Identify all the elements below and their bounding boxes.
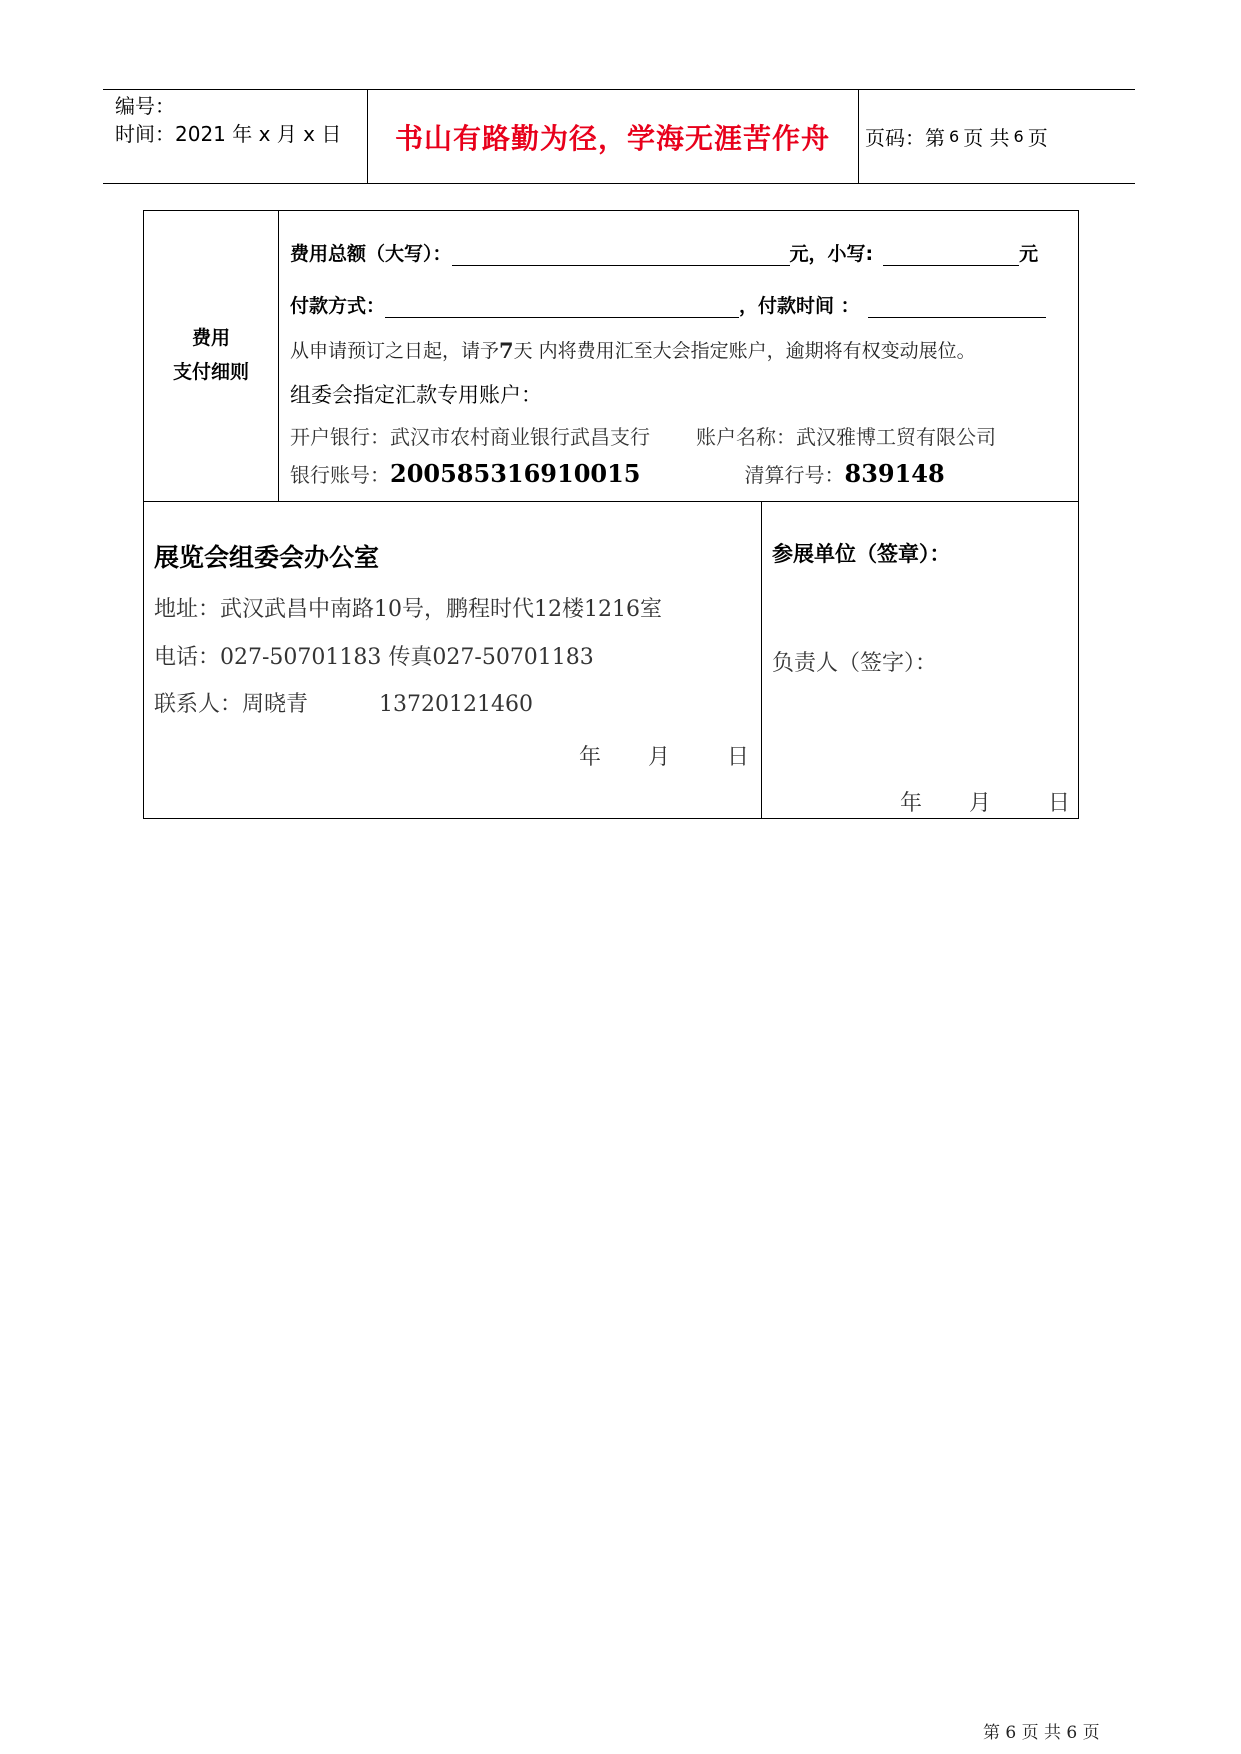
exhibitor-date [900,786,1070,817]
deadline-note [290,336,1068,363]
total-amount-row [290,239,1068,266]
clearing-number-label: 清算行号： [744,463,845,487]
yuan-label: 元 [1019,243,1039,265]
office-date-year: 年 [579,745,602,770]
total-amount-uppercase-field[interactable] [452,241,790,266]
header-motto: 书山有路勤为径，学海无涯苦作舟 [394,121,830,155]
page-prefix: 页码：第 [865,126,945,150]
page-current: 6 [949,127,960,146]
account-number: 200585316910015 [390,459,641,488]
exhibitor-date-month: 月 [969,791,992,816]
total-amount-digits-field[interactable] [883,241,1019,266]
payment-method-label: 付款方式： [290,295,386,317]
page-mid: 页 共 [963,126,1010,150]
document-number-label: 编号： [115,94,175,118]
office-date-day: 日 [727,745,750,770]
page-footer: 第 6 页 共 6 页 [983,1723,1100,1743]
total-amount-label: 费用总额（大写）： [290,243,452,265]
payment-time-label: ，付款时间 ： [739,295,860,317]
exhibitor-date-year: 年 [900,791,923,816]
account-number-label: 银行账号： [290,463,390,487]
account-number-row [290,459,1068,488]
account-heading: 组委会指定汇款专用账户： [290,383,542,407]
deadline-days: 7 [499,338,514,363]
deadline-note-pre: 从申请预订之日起，请予 [290,340,500,362]
contact-phone: 13720121460 [379,692,533,717]
office-date [579,740,749,771]
page-total: 6 [1013,127,1024,146]
fee-section-label [144,321,278,389]
signature-table [143,501,1079,819]
fee-label-line-1: 费用 [191,327,230,349]
clearing-number: 839148 [844,459,945,488]
exhibitor-date-day: 日 [1048,791,1071,816]
office-phone-fax: 电话：027-50701183 传真027-50701183 [154,645,594,670]
account-name: 账户名称：武汉雅博工贸有限公司 [696,425,996,449]
header-divider-right [858,90,859,183]
office-contact [154,687,533,718]
deadline-note-post: 天 内将费用汇至大会指定账户，逾期将有权变动展位。 [513,340,976,362]
fee-column-divider [278,211,279,501]
page-suffix: 页 [1027,126,1048,150]
office-address: 地址：武汉武昌中南路10号，鹏程时代12楼1216室 [154,597,662,622]
payment-method-row [290,291,1068,318]
signature-column-divider [761,502,762,818]
bank-info-row [290,421,1068,450]
bank-name: 开户银行：武汉市农村商业银行武昌支行 [290,425,650,449]
office-date-month: 月 [648,745,671,770]
document-time-label: 时间：2021 年 x 月 x 日 [115,122,342,146]
fee-payment-table [143,210,1079,502]
page-header [103,89,1135,184]
payment-time-field[interactable] [868,293,1046,318]
fee-label-line-2: 支付细则 [172,361,249,383]
exhibitor-seal-label: 参展单位（签章）： [772,542,951,566]
payment-method-field[interactable] [385,293,739,318]
contact-name: 联系人：周晓青 [154,692,309,717]
responsible-signature-label: 负责人（签字）： [772,651,938,676]
yuan-small-label: 元，小写: [789,243,874,265]
header-meta [115,92,341,148]
office-title: 展览会组委会办公室 [154,543,380,572]
header-page-number [865,90,1048,183]
